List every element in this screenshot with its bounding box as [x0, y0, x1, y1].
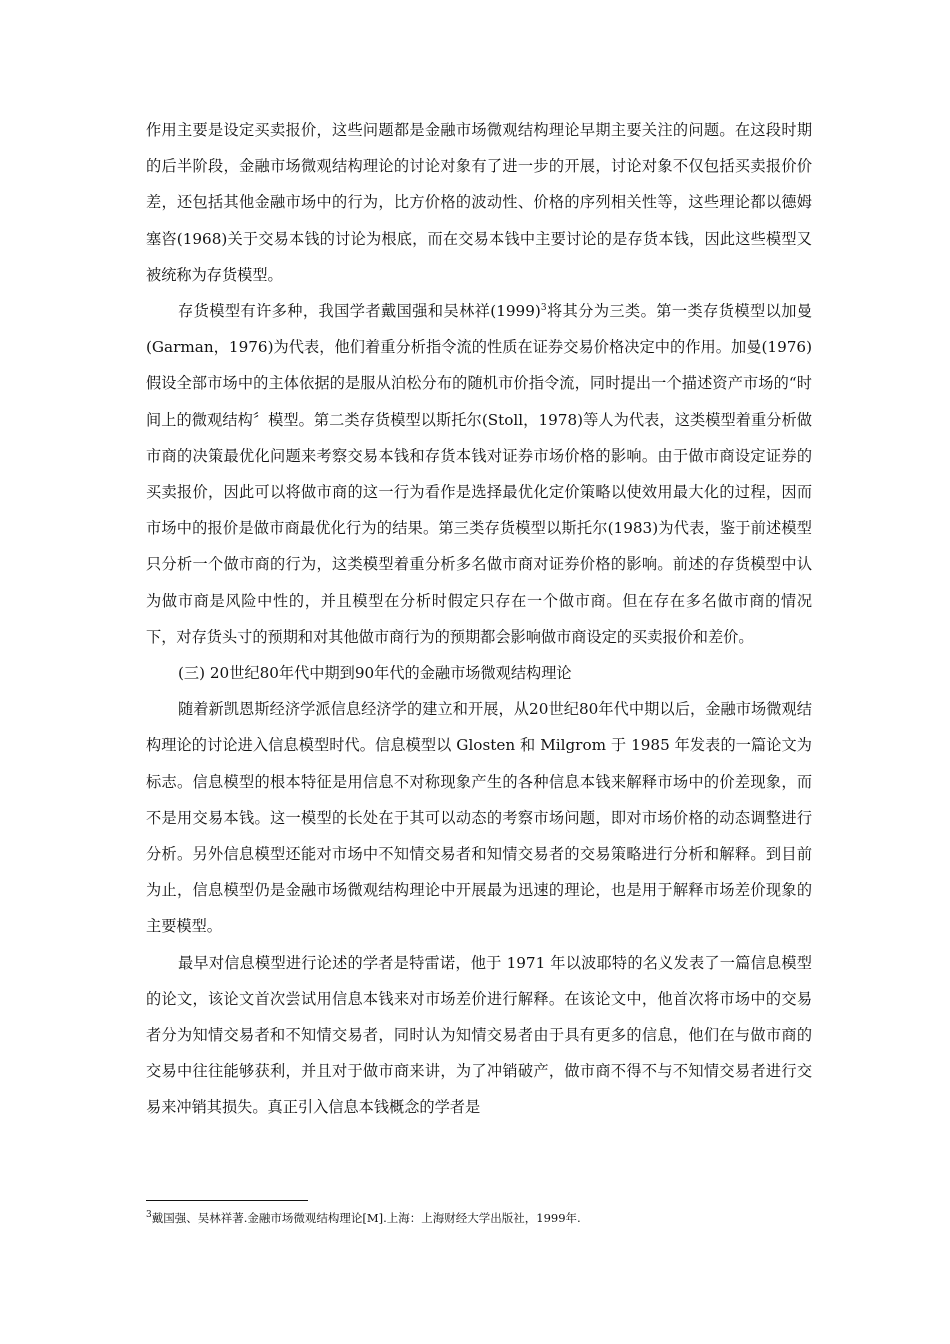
body-text — [146, 112, 812, 1126]
footnote-divider — [146, 1200, 308, 1201]
paragraph-text-after-ref: 将其分为三类。第一类存货模型以加曼(Garman，1976)为代表，他们着重分析指令流的性质在证券交易价格决定中的作用。加曼(1976)假设全部市场中的主体依据的是服从泊松分布的随机市价指令流，同时提出一个描述资产市场的“时间上的微观结构〞模型。第二类存货模型以斯托尔(Stoll，1978)等人为代表，这类模型着重分析做市商的决策最优化问题来考察交易本钱和存货本钱对证券市场价格的影响。由于做市商设定证券的买卖报价，因此可以将做市商的这一行为看作是选择最优化定价策略以使效用最大化的过程，因而市场中的报价是做市商最优化行为的结果。第三类存货模型以斯托尔(1983)为代表，鉴于前述模型只分析一个做市商的行为，这类模型着重分析多名做市商对证券价格的影响。前述的存货模型中认为做市商是风险中性的，并且模型在分析时假定只存在一个做市商。但在存在多名做市商的情况下，对存货头寸的预期和对其他做市商行为的预期都会影响做市商设定的买卖报价和差价。 — [146, 302, 812, 646]
section-heading: (三) 20世纪80年代中期到90年代的金融市场微观结构理论 — [178, 664, 572, 683]
paragraph-earliest-scholar: 最早对信息模型进行论述的学者是特雷诺，他于 1971 年以波耶特的名义发表了一篇信息模型的论文，该论文首次尝试用信息本钱来对市场差价进行解释。在该论文中，他首次将市场中的交易者分为知情交易者和不知情交易者，同时认为知情交易者由于具有更多的信息，他们在与做市商的交易中往往能够获利，并且对于做市商来讲，为了冲销破产，做市商不得不与不知情交易者进行交易来冲销其损失。真正引入信息本钱概念的学者是 — [146, 953, 812, 1117]
footnote-reference-mark[interactable]: 3 — [540, 302, 547, 313]
paragraph-inventory-models — [146, 293, 812, 655]
paragraph-text-before-ref: 存货模型有许多种，我国学者戴国强和吴林祥(1999) — [178, 302, 541, 321]
paragraph-continuation: 作用主要是设定买卖报价，这些问题都是金融市场微观结构理论早期主要关注的问题。在这段时期的后半阶段，金融市场微观结构理论的讨论对象有了进一步的开展，讨论对象不仅包括买卖报价价差，还包括其他金融市场中的行为，比方价格的波动性、价格的序列相关性等，这些理论都以德姆塞咨(1968)关于交易本钱的讨论为根底，而在交易本钱中主要讨论的是存货本钱，因此这些模型又被统称为存货模型。 — [146, 121, 812, 284]
footnote — [146, 1209, 812, 1227]
footnote-mark: 3 — [146, 1210, 152, 1221]
footnote-text: 戴国强、吴林祥著.金融市场微观结构理论[M].上海：上海财经大学出版社，1999年. — [151, 1211, 581, 1225]
paragraph-information-models: 随着新凯恩斯经济学派信息经济学的建立和开展，从20世纪80年代中期以后，金融市场微观结构理论的讨论进入信息模型时代。信息模型以 Glosten 和 Milgrom 于 1985 年发表的一篇论文为标志。信息模型的根本特征是用信息不对称现象产生的各种信息本钱来解释市场中的价差现象，而不是用交易本钱。这一模型的长处在于其可以动态的考察市场问题，即对市场价格的动态调整进行分析。另外信息模型还能对市场中不知情交易者和知情交易者的交易策略进行分析和解释。到目前为止，信息模型仍是金融市场微观结构理论中开展最为迅速的理论，也是用于解释市场差价现象的主要模型。 — [146, 700, 812, 936]
